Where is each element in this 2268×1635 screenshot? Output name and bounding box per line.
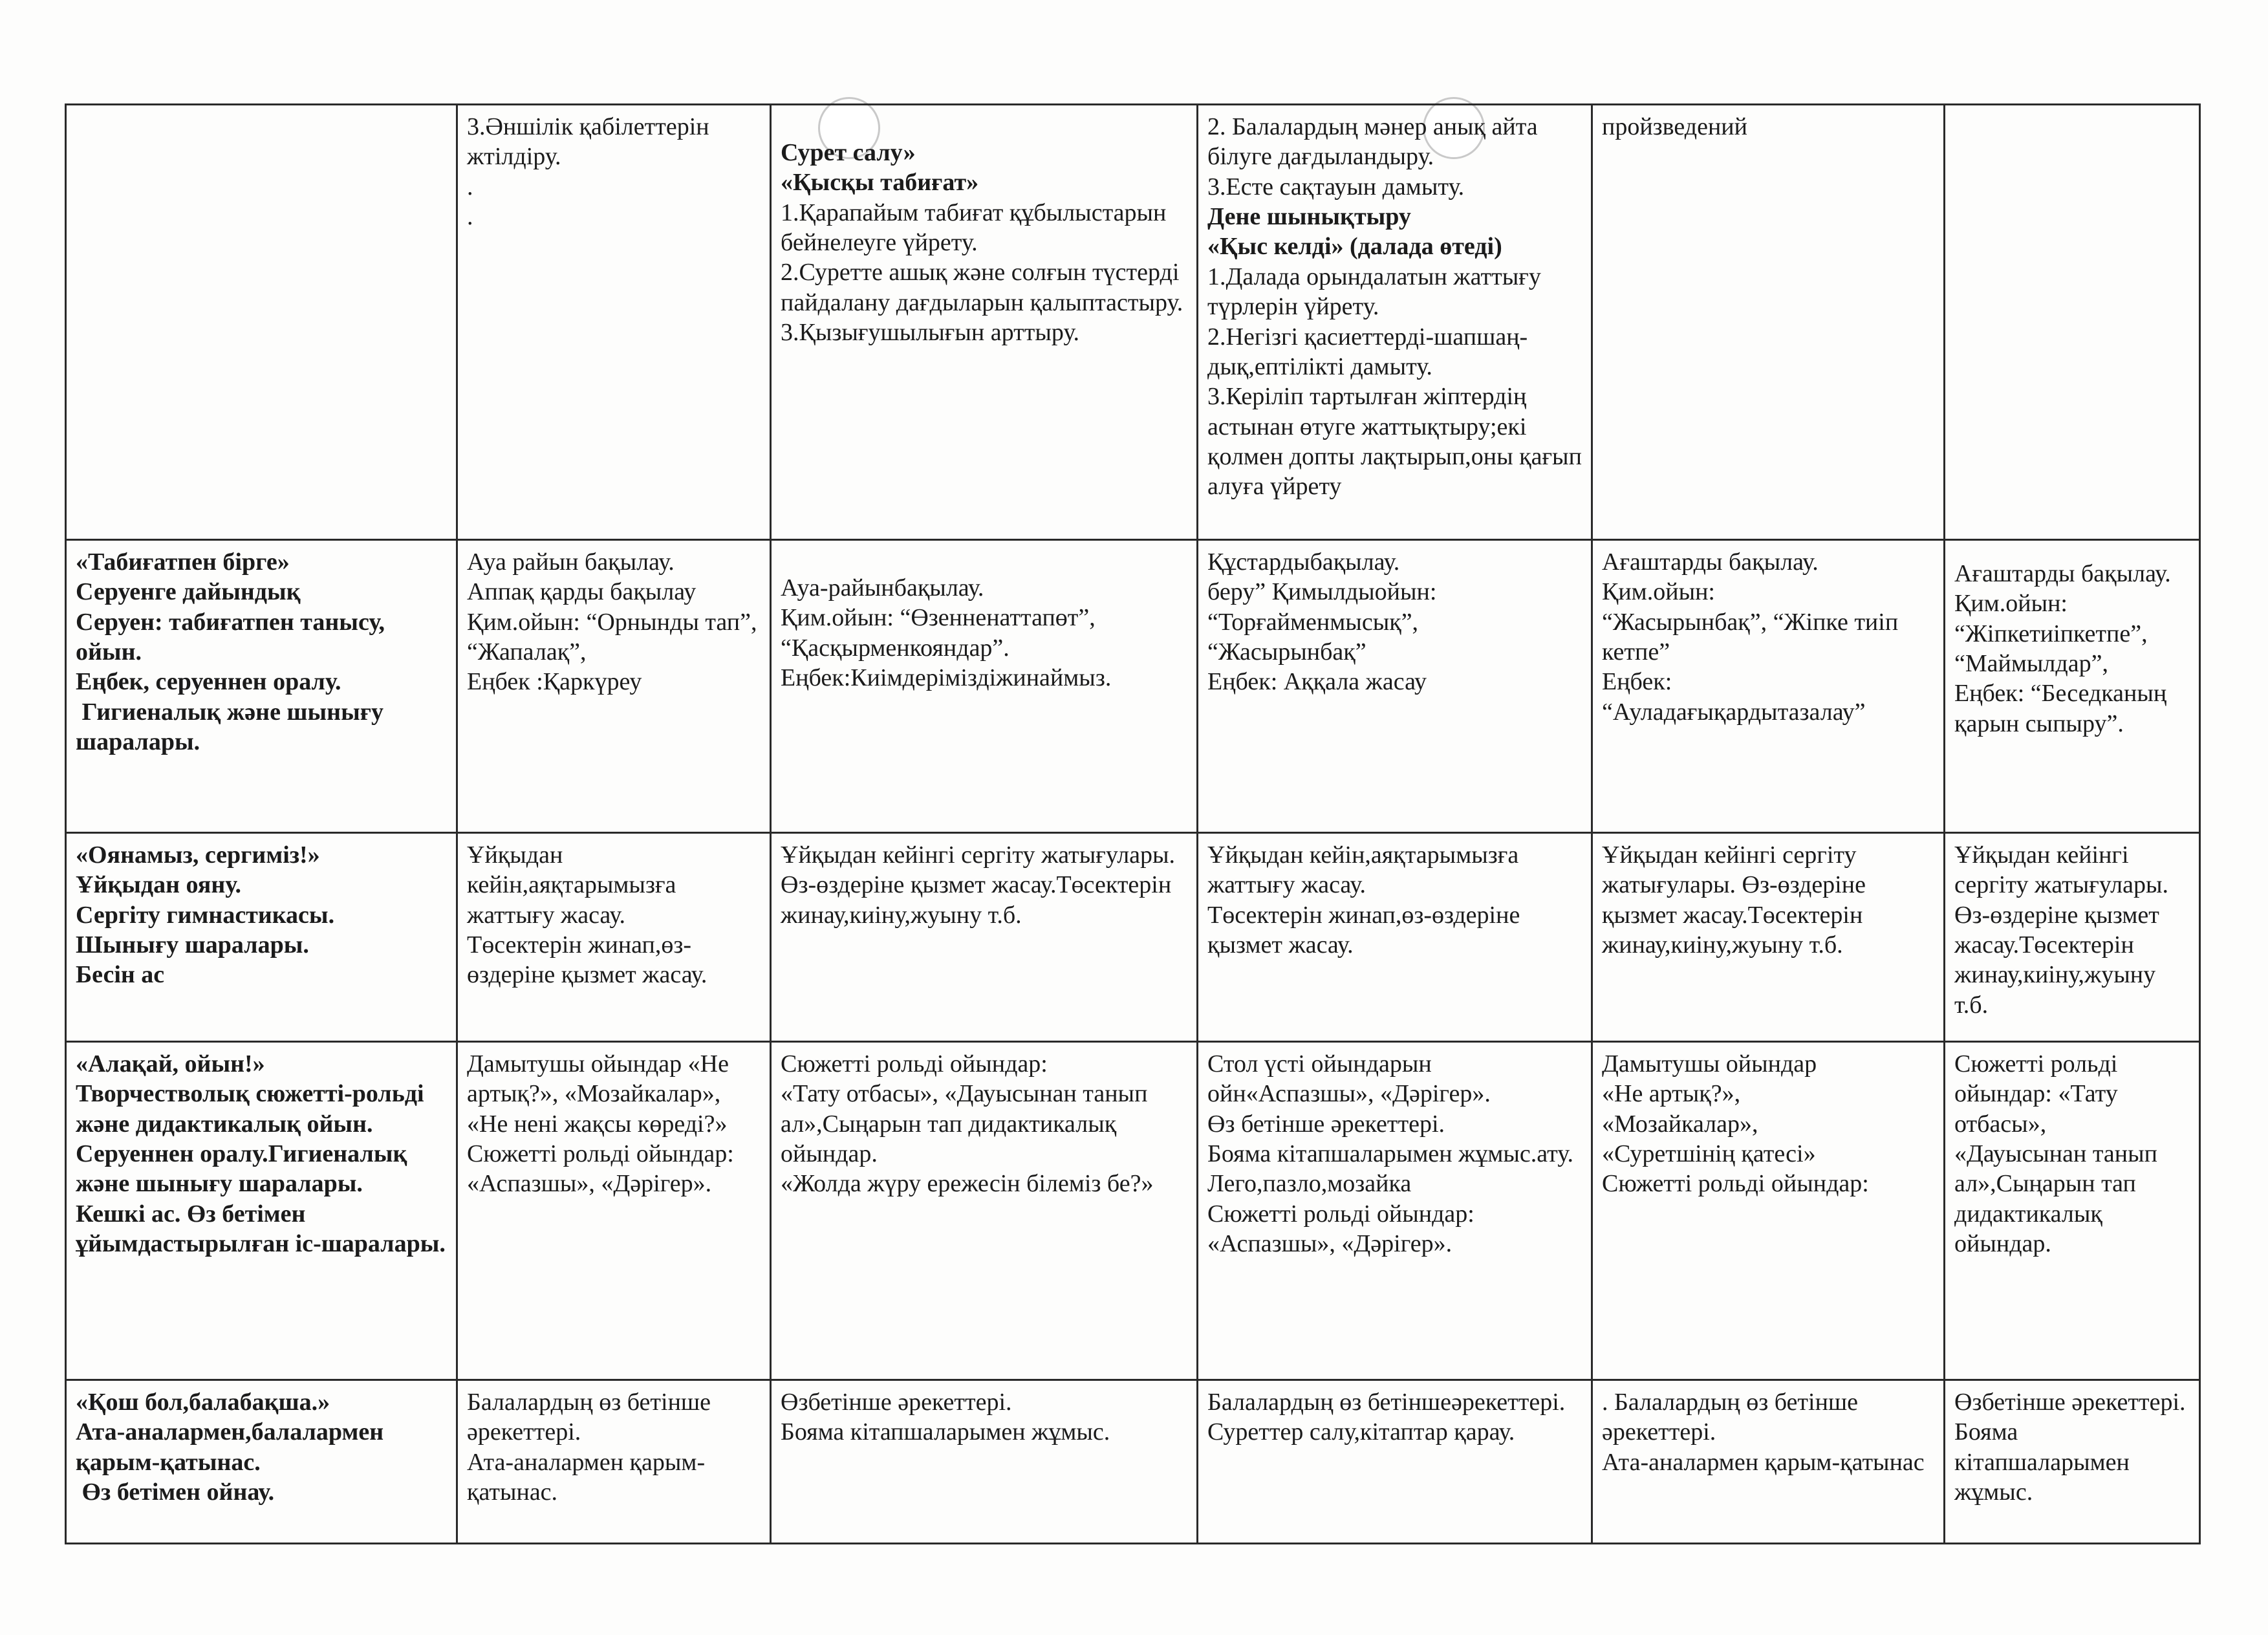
cell-line: Өзбетінше әрекеттері. — [781, 1389, 1012, 1416]
label-line: Сергіту гимнастикасы. — [76, 901, 335, 929]
row-label-cell — [66, 833, 457, 1042]
table-row — [66, 833, 2200, 1042]
table-cell — [1945, 833, 2200, 1042]
cell-line: «Тату отбасы», «Дауысынан танып ал»,Сыңарын тап дидактикалық ойындар. — [781, 1080, 1154, 1168]
cell-line: пройзведений — [1602, 113, 1747, 140]
cell-line: Сюжетті рольді ойындар: — [781, 1050, 1048, 1077]
table-cell — [771, 1042, 1198, 1380]
table-cell — [1592, 540, 1945, 833]
cell-line: . — [467, 203, 473, 231]
table-cell — [1198, 1380, 1592, 1544]
cell-line: “Жіпкетиіпкетпе”, — [1954, 620, 2148, 647]
table-cell — [1198, 105, 1592, 540]
cell-line: Сюжетті рольді ойындар: «Аспазшы», «Дәрігер». — [1207, 1200, 1481, 1258]
cell-line: 2. Балалардың мәнер анық айта білуге дағдыландыру. — [1207, 113, 1544, 171]
label-line: Гигиеналық және шынығу шаралары. — [76, 698, 390, 756]
cell-line: Бояма кітапшаларымен жұмыс. — [781, 1418, 1110, 1446]
table-cell — [457, 1380, 771, 1544]
label-line: Серуеннен оралу.Гигиеналық және шынығу шаралары. — [76, 1140, 413, 1198]
row-label-cell — [66, 1042, 457, 1380]
table-cell — [1198, 1042, 1592, 1380]
cell-line: “Маймылдар”, — [1954, 650, 2108, 678]
cell-line: Еңбек: Аққала жасау — [1207, 668, 1427, 696]
table-cell — [771, 833, 1198, 1042]
cell-line: Сюжетті рольді ойындар: «Аспазшы», «Дәрігер». — [467, 1140, 740, 1198]
table-cell — [457, 833, 771, 1042]
cell-line: Ағаштарды бақылау. — [1954, 560, 2171, 587]
table-cell — [1592, 1380, 1945, 1544]
cell-line: «Қыс келді» (далада өтеді) — [1207, 233, 1502, 261]
table-row — [66, 105, 2200, 540]
cell-line: 3.Қызығушылығын арттыру. — [781, 319, 1080, 347]
cell-line: беру” Қимылдыойын: “Торғайменмысық”, “Жасырынбақ” — [1207, 578, 1443, 666]
table-cell — [771, 1380, 1198, 1544]
cell-line: Еңбек :Қаркүреу — [467, 668, 642, 696]
table-cell — [771, 540, 1198, 833]
cell-line: Өз бетінше әрекеттері. — [1207, 1110, 1445, 1138]
cell-line: Өзбетінше әрекеттері. — [1954, 1389, 2186, 1416]
table-cell — [457, 540, 771, 833]
cell-line: «Суретшінің қатесі» — [1602, 1140, 1816, 1168]
label-line: Кешкі ас. Өз бетімен ұйымдастырылған іс-шаралары. — [76, 1200, 446, 1258]
cell-line: Еңбек:Киімдеріміздіжинаймыз. — [781, 664, 1112, 692]
cell-line: 3.Керіліп тартылған жіптердің астынан өтуге жаттықтыру;екі қолмен допты лақтырып,оны қағып алуға үйрету — [1207, 383, 1588, 501]
cell-line: Ауа-райынбақылау. — [781, 574, 984, 601]
cell-line: Дамытушы ойындар «Не артық?», «Мозайкалар», «Не нені жақсы көреді?» — [467, 1050, 735, 1138]
cell-line: Сюжетті рольді ойындар: — [1602, 1170, 1869, 1198]
cell-line: Ұйқыдан кейін,аяқтарымызға жаттығу жасау. — [467, 841, 682, 929]
cell-line: Лего,пазло,мозайка — [1207, 1170, 1412, 1198]
label-line: Шынығу шаралары. — [76, 931, 309, 959]
cell-line: Аппақ қарды бақылау — [467, 578, 697, 606]
cell-line: Қим.ойын: — [1602, 578, 1715, 606]
row-label-cell — [66, 1380, 457, 1544]
cell-line: Қим.ойын: — [1954, 590, 2068, 618]
label-line: «Алақай, ойын!» — [76, 1050, 265, 1077]
cell-line: Еңбек: — [1602, 668, 1672, 696]
cell-line: «Мозайкалар», — [1602, 1110, 1758, 1138]
daily-plan-table — [65, 103, 2201, 1544]
table-cell — [1592, 833, 1945, 1042]
cell-line: “Жасырынбақ”, “Жіпке тиіп кетпе” — [1602, 608, 1905, 666]
row-label-cell — [66, 105, 457, 540]
cell-line: Бояма кітапшаларымен жұмыс.ату. — [1207, 1140, 1573, 1168]
cell-line: 1.Қарапайым табиғат құбылыстарын бейнелеуге үйрету. — [781, 199, 1172, 257]
cell-line: «Дауысынан танып ал»,Сыңарын тап дидактикалық ойындар. — [1954, 1140, 2164, 1258]
label-line: «Қош бол,балабақша.» — [76, 1389, 330, 1416]
table-cell — [771, 105, 1198, 540]
table-row — [66, 540, 2200, 833]
cell-line: 2.Негізгі қасиеттерді-шапшаң-дық,ептілікті дамыту. — [1207, 323, 1528, 380]
cell-line: Бояма кітапшаларымен жұмыс. — [1954, 1418, 2136, 1506]
table-cell — [1592, 105, 1945, 540]
table-row — [66, 1380, 2200, 1544]
cell-line: Стол үсті ойындарын ойн«Аспазшы», «Дәрігер». — [1207, 1050, 1491, 1108]
cell-line: Ұйқыдан кейінгі сергіту жатығулары. Өз-өздеріне қызмет жасау.Төсектерін жинау,киіну,жуыну т.б. — [1602, 841, 1872, 959]
label-line: «Табиғатпен бірге» — [76, 548, 290, 576]
table-cell — [1945, 1380, 2200, 1544]
cell-line: Балалардың өз бетіншеәрекеттері. — [1207, 1389, 1566, 1416]
cell-line: «Жолда жүру ережесін білеміз бе?» — [781, 1170, 1154, 1198]
cell-line: Сюжетті рольді ойындар: «Тату отбасы», — [1954, 1050, 2124, 1138]
cell-line: Суреттер салу,кітаптар қарау. — [1207, 1418, 1515, 1446]
label-line: Еңбек, серуеннен оралу. — [76, 668, 341, 696]
cell-line: Ұйқыдан кейінгі сергіту жатығулары. Өз-өздеріне қызмет жасау.Төсектерін жинау,киіну,жуыну т.б. — [1954, 841, 2175, 1019]
cell-line: Қим.ойын: “Орнынды тап”, “Жапалақ”, — [467, 608, 764, 666]
cell-line: . Балалардың өз бетінше әрекеттері. — [1602, 1389, 1864, 1446]
table-cell — [1945, 1042, 2200, 1380]
cell-line: Ата-аналармен қарым-қатынас — [1602, 1448, 1925, 1476]
label-line: Серуен: табиғатпен танысу, ойын. — [76, 608, 391, 666]
cell-line: Сурет салу» — [781, 139, 916, 166]
cell-line: Ауа райын бақылау. — [467, 548, 675, 576]
cell-line: Ата-аналармен қарым-қатынас. — [467, 1448, 706, 1506]
cell-line: Құстардыбақылау. — [1207, 548, 1400, 576]
cell-line: 1.Далада орындалатын жаттығу түрлерін үйрету. — [1207, 263, 1548, 321]
cell-line: «Не артық?», — [1602, 1080, 1741, 1108]
table-cell — [1592, 1042, 1945, 1380]
label-line: Бесін ас — [76, 961, 165, 989]
cell-line: Төсектерін жинап,өз-өздеріне қызмет жасау. — [467, 931, 707, 989]
cell-line: . — [467, 173, 473, 200]
cell-line: Еңбек: “Беседканың қарын сыпыру”. — [1954, 680, 2173, 737]
cell-line: Ұйқыдан кейін,аяқтарымызға жаттығу жасау. — [1207, 841, 1525, 899]
row-label-cell — [66, 540, 457, 833]
cell-line: Ағаштарды бақылау. — [1602, 548, 1819, 576]
table-row — [66, 1042, 2200, 1380]
label-line: Ата-аналармен,балалармен қарым-қатынас. — [76, 1418, 390, 1476]
table-cell — [1945, 105, 2200, 540]
cell-line: «Қысқы табиғат» — [781, 169, 979, 197]
label-line: «Оянамыз, сергиміз!» — [76, 841, 320, 869]
cell-line: Төсектерін жинап,өз-өздеріне қызмет жасау. — [1207, 901, 1526, 959]
cell-line: Қим.ойын: “Өзенненаттапөт”, “Қасқырменкояндар”. — [781, 604, 1102, 662]
table-cell — [1198, 540, 1592, 833]
label-line: Творчестволық сюжетті-рольді және дидактикалық ойын. — [76, 1080, 431, 1138]
label-line: Серуенге дайындық — [76, 578, 301, 606]
table-cell — [457, 1042, 771, 1380]
table-cell — [1945, 540, 2200, 833]
label-line: Ұйқыдан ояну. — [76, 871, 241, 899]
cell-line: “Ауладағықардытазалау” — [1602, 698, 1866, 726]
cell-line: 2.Суретте ашық және солғын түстерді пайдалану дағдыларын қалыптастыру. — [781, 259, 1185, 316]
table-cell — [1198, 833, 1592, 1042]
cell-line: Дене шынықтыру — [1207, 203, 1411, 231]
cell-line: Дамытушы ойындар — [1602, 1050, 1817, 1077]
cell-line: Балалардың өз бетінше әрекеттері. — [467, 1389, 717, 1446]
cell-line: 3.Есте сақтауын дамыту. — [1207, 173, 1465, 200]
table-cell — [457, 105, 771, 540]
label-line: Өз бетімен ойнау. — [76, 1478, 275, 1506]
cell-line: Ұйқыдан кейінгі сергіту жатығулары. Өз-өздеріне қызмет жасау.Төсектерін жинау,киіну,жуыну т.б. — [781, 841, 1182, 929]
cell-line: 3.Әншілік қабілеттерін жтілдіру. — [467, 113, 716, 171]
